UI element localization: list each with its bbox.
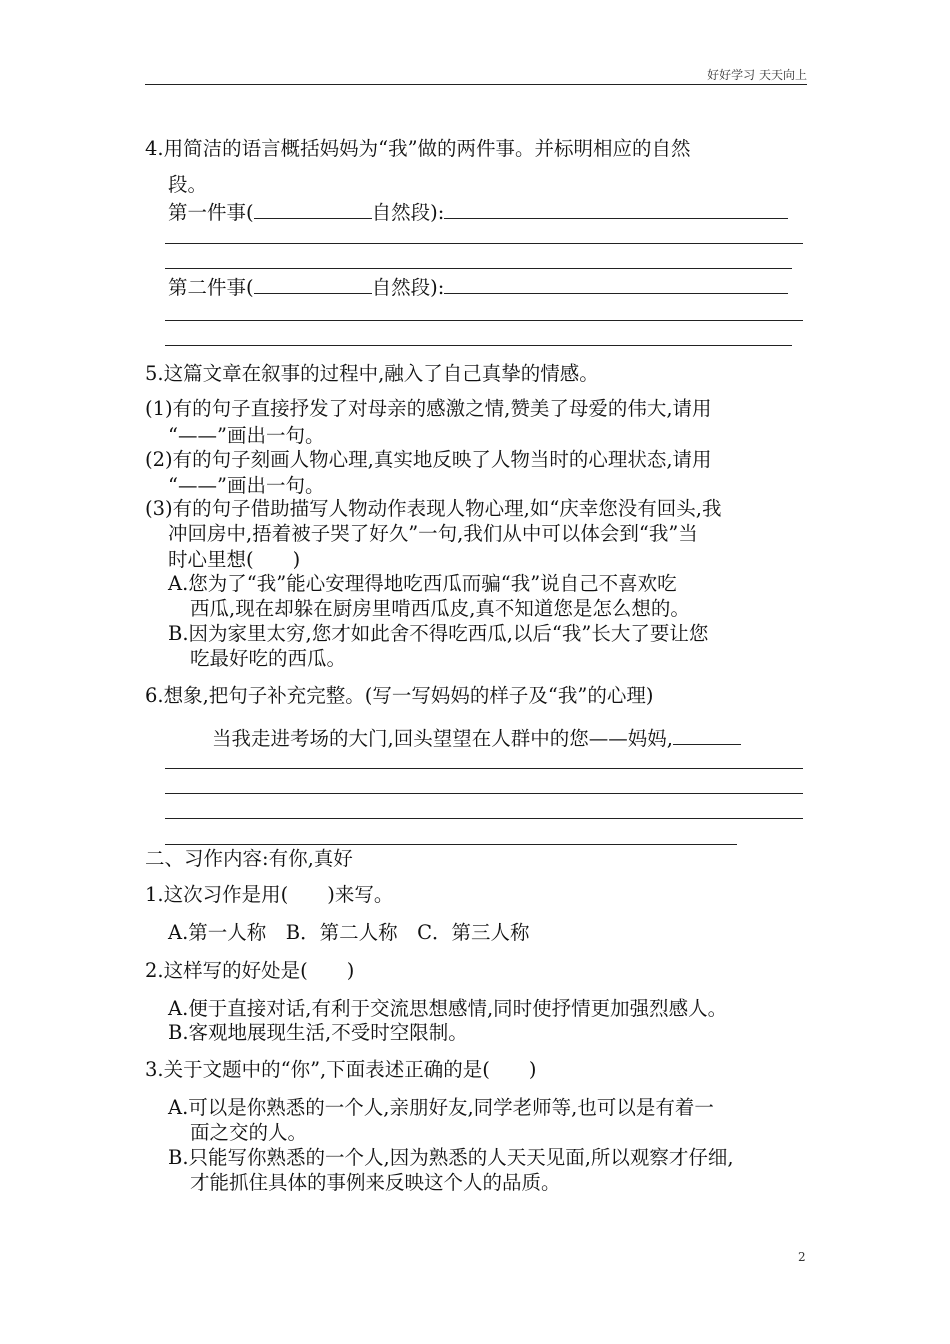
part2-q3-option-a[interactable]: A.可以是你熟悉的一个人,亲朋好友,同学老师等,也可以是有着一 [168, 1096, 714, 1119]
q5-sub1-cont: “——”画出一句。 [168, 424, 325, 447]
q4-answer-line[interactable] [165, 345, 792, 346]
part2-q1-options[interactable]: A.第一人称 B．第二人称 C．第三人称 [168, 921, 530, 944]
q6-answer-line[interactable] [165, 793, 803, 794]
q5-prompt: 5.这篇文章在叙事的过程中,融入了自己真挚的情感。 [145, 362, 599, 385]
q6-sentence: 当我走进考场的大门,回头望望在人群中的您——妈妈, [212, 727, 673, 750]
q6-answer-line[interactable] [165, 768, 803, 769]
part2-q3-option-b[interactable]: B.只能写你熟悉的一个人,因为熟悉的人天天见面,所以观察才仔细, [168, 1146, 734, 1169]
q4-answer-line[interactable] [165, 268, 792, 269]
part2-q1: 1.这次习作是用( )来写。 [145, 883, 394, 906]
q4-prompt-cont: 段。 [168, 173, 208, 196]
q5-option-a[interactable]: A.您为了“我”能心安理得地吃西瓜而骗“我”说自己不喜欢吃 [168, 572, 677, 595]
q4-event1-label: 第一件事( [168, 201, 254, 224]
q6-answer-line[interactable] [165, 818, 803, 819]
q4-event1-line [168, 200, 788, 225]
q5-option-b[interactable]: B.因为家里太穷,您才如此舍不得吃西瓜,以后“我”长大了要让您 [168, 622, 709, 645]
part2-q3-option-a-cont: 面之交的人。 [190, 1121, 308, 1144]
header-text: 好好学习 天天向上 [707, 68, 807, 82]
q5-sub1: (1)有的句子直接抒发了对母亲的感激之情,赞美了母爱的伟大,请用 [145, 397, 712, 420]
page-number: 2 [798, 1250, 806, 1264]
q6-prompt: 6.想象,把句子补充完整。(写一写妈妈的样子及“我”的心理) [145, 684, 654, 707]
part2-q2-option-b[interactable]: B.客观地展现生活,不受时空限制。 [168, 1021, 468, 1044]
q4-event1-suffix: 自然段): [371, 201, 445, 224]
q4-event2-suffix: 自然段): [371, 276, 445, 299]
q4-event2-label: 第二件事( [168, 276, 254, 299]
q5-sub3: (3)有的句子借助描写人物动作表现人物心理,如“庆幸您没有回头,我 [145, 497, 722, 520]
q5-option-b-cont: 吃最好吃的西瓜。 [190, 647, 347, 670]
q4-event1-answer-blank[interactable] [444, 200, 788, 219]
q4-event2-line [168, 275, 788, 300]
q4-event2-answer-blank[interactable] [444, 275, 788, 294]
q6-sentence-line [212, 726, 741, 751]
q5-sub3-cont: 冲回房中,捂着被子哭了好久”一句,我们从中可以体会到“我”当 [168, 522, 698, 545]
part2-q2: 2.这样写的好处是( ) [145, 959, 355, 982]
part2-title: 二、习作内容:有你,真好 [145, 847, 353, 870]
q5-option-a-cont: 西瓜,现在却躲在厨房里啃西瓜皮,真不知道您是怎么想的。 [190, 597, 690, 620]
q6-answer-line[interactable] [165, 844, 737, 845]
q5-sub2-cont: “——”画出一句。 [168, 474, 325, 497]
q4-answer-line[interactable] [165, 320, 803, 321]
q5-sub3-question: 时心里想( ) [168, 548, 301, 571]
q4-event1-paragraph-blank[interactable] [254, 200, 372, 219]
page-header [145, 66, 807, 85]
q6-answer-blank[interactable] [673, 726, 741, 745]
q4-prompt: 4.用简洁的语言概括妈妈为“我”做的两件事。并标明相应的自然 [145, 137, 691, 160]
q5-sub2: (2)有的句子刻画人物心理,真实地反映了人物当时的心理状态,请用 [145, 448, 712, 471]
part2-q2-option-a[interactable]: A.便于直接对话,有利于交流思想感情,同时使抒情更加强烈感人。 [168, 997, 728, 1020]
q4-event2-paragraph-blank[interactable] [254, 275, 372, 294]
part2-q3: 3.关于文题中的“你”,下面表述正确的是( ) [145, 1058, 537, 1081]
q4-answer-line[interactable] [165, 243, 803, 244]
part2-q3-option-b-cont: 才能抓住具体的事例来反映这个人的品质。 [190, 1171, 561, 1194]
